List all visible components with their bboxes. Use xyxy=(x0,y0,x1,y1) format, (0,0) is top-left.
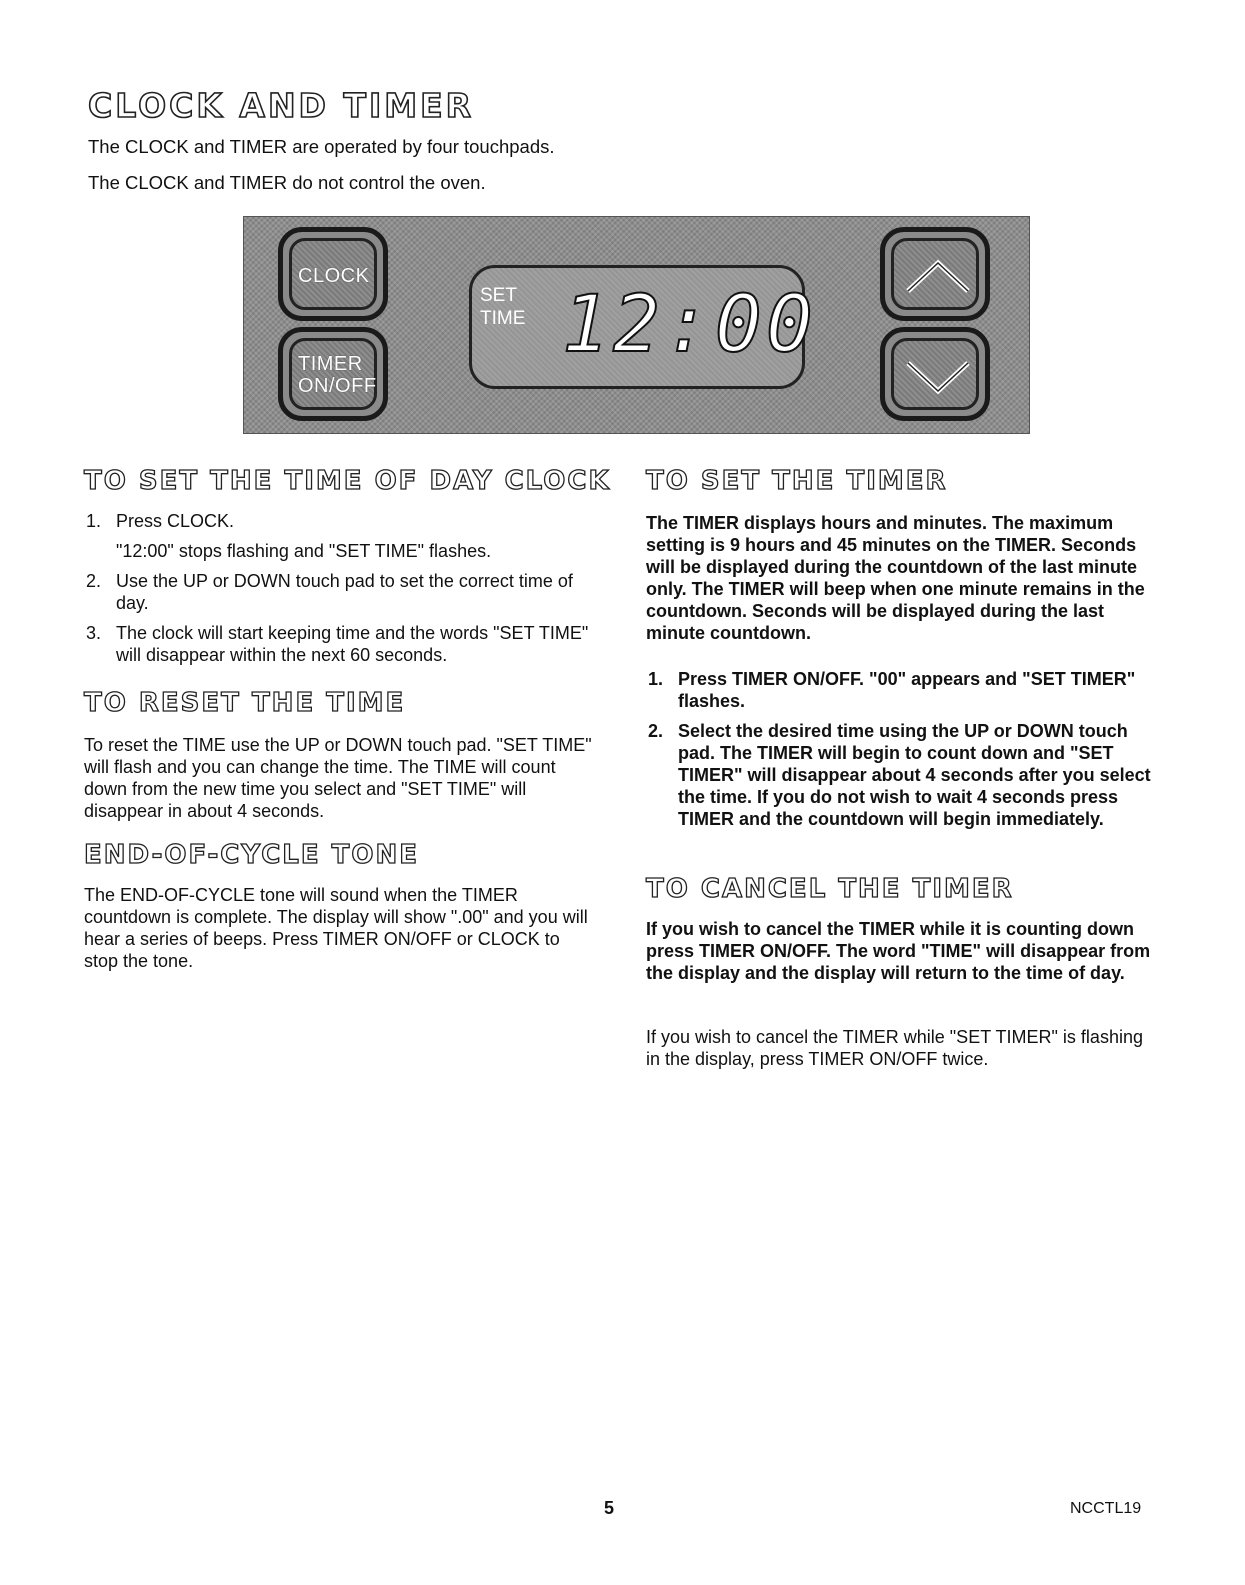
timer-pad-label-2: ON/OFF xyxy=(298,375,377,397)
set-timer-text: The TIMER displays hours and minutes. The maximum setting is 9 hours and 45 minutes on the TIMER. Seconds will be displayed during the countdown of the last minute only. The TIMER will beep when one minute remains in the countdown. Seconds will be displayed during the last minute countdown. xyxy=(646,513,1145,643)
up-touchpad-face xyxy=(891,238,979,310)
cancel-timer-text-1: If you wish to cancel the TIMER while it is counting down press TIMER ON/OFF. The word "TIME" will disappear from the display and the display will return to the time of day. xyxy=(646,919,1151,983)
timer-touchpad-face xyxy=(289,338,377,410)
step-text: Use the UP or DOWN touch pad to set the correct time of day. xyxy=(116,571,573,613)
display-label-set: SET xyxy=(480,285,517,306)
up-chevron-icon xyxy=(902,251,974,303)
down-touchpad-face xyxy=(891,338,979,410)
clock-touchpad-face xyxy=(289,238,377,310)
step-text: The clock will start keeping time and the words "SET TIME" will disappear within the next 60 seconds. xyxy=(116,623,589,665)
document-code: NCCTL19 xyxy=(1070,1500,1142,1517)
set-clock-steps xyxy=(86,510,598,674)
down-chevron-icon xyxy=(902,351,974,403)
step-text: Press CLOCK. xyxy=(116,511,235,531)
step-number: 2. xyxy=(648,721,664,741)
display-time-readout: 12:00 xyxy=(562,280,817,370)
set-clock-step xyxy=(86,622,598,666)
timer-pad-label-1: TIMER xyxy=(298,353,363,375)
control-panel-illustration xyxy=(243,216,1030,434)
step-text: Select the desired time using the UP or DOWN touch pad. The TIMER will begin to count down and "SET TIMER" will disappear about 4 seconds after you select the time. If you do not wish to wait 4 seconds press TIMER and the countdown will begin immediately. xyxy=(678,721,1151,829)
set-timer-step xyxy=(648,668,1160,712)
end-tone-text: The END-OF-CYCLE tone will sound when the TIMER countdown is complete. The display will show ".00" and you will hear a series of beeps. Press TIMER ON/OFF or CLOCK to stop the tone. xyxy=(84,885,588,971)
step-number: 2. xyxy=(86,571,102,591)
step-number: 1. xyxy=(86,511,102,531)
down-touchpad xyxy=(880,327,990,421)
set-clock-heading: TO SET THE TIME OF DAY CLOCK xyxy=(84,466,611,496)
reset-time-text: To reset the TIME use the UP or DOWN touch pad. "SET TIME" will flash and you can change the time. The TIME will count down from the new time you select and "SET TIME" will disappear in about 4 seconds. xyxy=(84,735,592,821)
time-display xyxy=(469,265,817,389)
clock-touchpad xyxy=(278,227,388,321)
step-subtext: "12:00" stops flashing and "SET TIME" flashes. xyxy=(116,541,492,561)
clock-pad-label: CLOCK xyxy=(298,265,370,287)
set-timer-heading: TO SET THE TIMER xyxy=(646,466,948,496)
intro-text-2: The CLOCK and TIMER do not control the oven. xyxy=(88,172,486,193)
step-number: 3. xyxy=(86,623,102,643)
step-number: 1. xyxy=(648,669,664,689)
reset-time-heading: TO RESET THE TIME xyxy=(84,688,406,718)
timer-touchpad xyxy=(278,327,388,421)
set-clock-step xyxy=(86,570,598,614)
cancel-timer-text-2: If you wish to cancel the TIMER while "SET TIMER" is flashing in the display, press TIMER ON/OFF twice. xyxy=(646,1027,1143,1069)
cancel-timer-heading: TO CANCEL THE TIMER xyxy=(646,874,1014,904)
display-label-time: TIME xyxy=(480,308,526,329)
set-timer-steps xyxy=(648,668,1160,838)
up-touchpad xyxy=(880,227,990,321)
end-tone-heading: END-OF-CYCLE TONE xyxy=(84,840,420,870)
set-clock-step xyxy=(86,510,598,562)
step-text: Press TIMER ON/OFF. "00" appears and "SET TIMER" flashes. xyxy=(678,669,1136,711)
set-timer-step xyxy=(648,720,1160,830)
intro-text-1: The CLOCK and TIMER are operated by four touchpads. xyxy=(88,136,555,157)
page-title: CLOCK AND TIMER xyxy=(88,86,475,125)
page-number: 5 xyxy=(604,1498,615,1518)
